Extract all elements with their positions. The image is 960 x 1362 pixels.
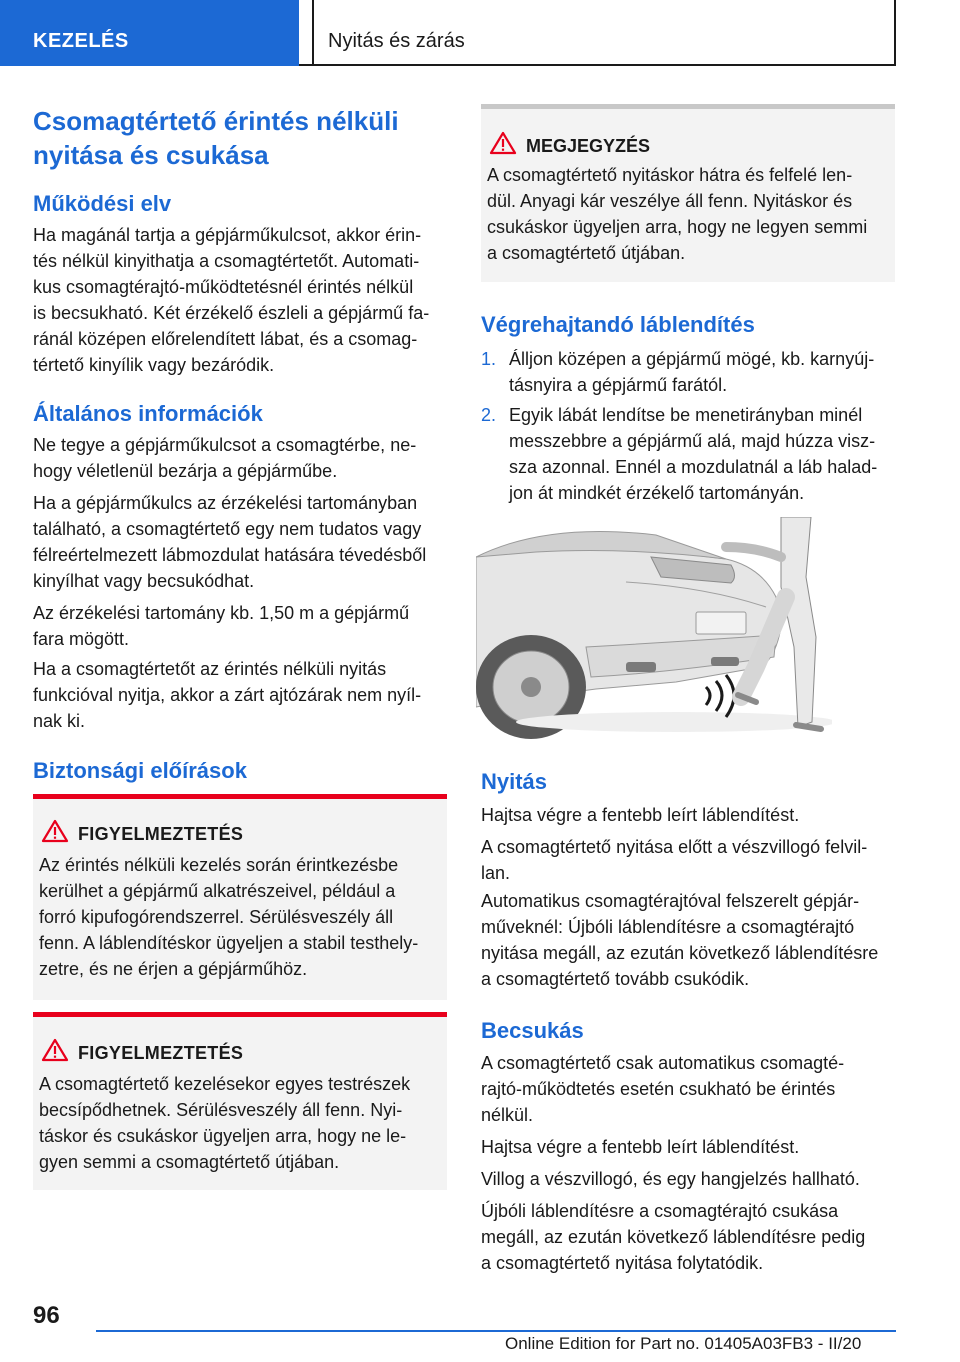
header-divider-right (894, 0, 896, 66)
warning-triangle-icon (489, 131, 517, 155)
paragraph-open-3: Automatikus csomagtérajtóval felszerelt gépjár- műveknél: Újbóli láblendítésre a csomagtérajtó nyitása megáll, az ezután következő láblendítésre a csomagtértető tovább csukódik. (481, 891, 879, 989)
warning-title: FIGYELMEZTETÉS (78, 1043, 244, 1063)
warning-box-1 (33, 794, 447, 1000)
note-bar (481, 104, 895, 109)
warning-triangle-icon (41, 1038, 69, 1062)
page-number: 96 (33, 1302, 60, 1329)
paragraph-open-2: A csomagtértető nyitása előtt a vészvillogó felvil- lan. (481, 837, 868, 883)
step-number: 1. (481, 349, 497, 369)
paragraph-principle: Ha magánál tartja a gépjárműkulcsot, akkor érin- tés nélkül kinyithatja a csomagtértetőt. Automati- kus csomagtérajtó-működtetésnél érintés nélkül is becsukható. Két érzékelő észleli a gépjármű fa- ránál középen előrelendített lábat, és a csomag- tértető kinyílik vagy bezáródik. (33, 225, 430, 375)
step-text: Egyik lábát lendítse be menetirányban minél messzebbre a gépjármű alá, majd húzza visz- sza azonnal. Ennél a mozdulatnál a láb halad- jon át mindkét érzékelő tartományán. (509, 405, 878, 503)
paragraph-close-3: Villog a vészvillogó, és egy hangjelzés hallható. (481, 1169, 860, 1189)
paragraph-general-4: Ha a csomagtértetőt az érintés nélküli nyitás funkcióval nyitja, akkor a zárt ajtózárak nem nyíl- nak ki. (33, 659, 422, 731)
heading-kick: Végrehajtandó láblendítés (481, 312, 755, 337)
heading-open: Nyitás (481, 769, 548, 794)
paragraph-close-1: A csomagtértető csak automatikus csomagté- rajtó-működtetés esetén csukható be érintés nélkül. (481, 1053, 845, 1125)
header-rule (299, 64, 896, 66)
chapter-title: Nyitás és zárás (328, 30, 465, 52)
paragraph-general-2: Ha a gépjárműkulcs az érzékelési tartományban található, a csomagtértető egy nem tudatos vagy félreértelmezett lábmozdulat hatására tévedésből kinyílhat vagy becsukódhat. (33, 493, 427, 591)
kick-gesture-illustration (476, 517, 832, 739)
page-title: Csomagtértető érintés nélküli nyitása és csukása (33, 106, 399, 170)
warning-bar (33, 1012, 447, 1017)
paragraph-close-2: Hajtsa végre a fentebb leírt láblendítést. (481, 1137, 800, 1157)
step-text: Álljon középen a gépjármű mögé, kb. karnyúj- tásnyira a gépjármű farától. (509, 349, 875, 395)
warning-bar (33, 794, 447, 799)
heading-general: Általános információk (33, 401, 263, 426)
note-title: MEGJEGYZÉS (526, 136, 651, 156)
section-tab (0, 0, 299, 66)
paragraph-close-4: Újbóli láblendítésre a csomagtérajtó csukása megáll, az ezután következő láblendítésre pedig a csomagtértető nyitása folytatódik. (481, 1201, 866, 1273)
section-label: KEZELÉS (33, 30, 129, 52)
header-divider (312, 0, 314, 66)
note-text: A csomagtértető nyitáskor hátra és felfelé len- dül. Anyagi kár veszélye áll fenn. Nyitáskor és csukáskor ügyeljen arra, hogy ne legyen semmi a csomagtértető útjában. (487, 165, 868, 263)
paragraph-general-1: Ne tegye a gépjárműkulcsot a csomagtérbe, ne- hogy véletlenül bezárja a gépjárműbe. (33, 435, 417, 481)
note-box (481, 104, 895, 282)
edition-line: Online Edition for Part no. 01405A03FB3 - II/20 (505, 1334, 862, 1353)
warning-text: Az érintés nélküli kezelés során érintkezésbe kerülhet a gépjármű alkatrészeivel, például a forró kipufogórendszerrel. Sérülésveszély áll fenn. A láblendítéskor ügyeljen a stabil testhely- zetre, és ne érjen a gépjárműhöz. (39, 855, 419, 979)
paragraph-open-1: Hajtsa végre a fentebb leírt láblendítést. (481, 805, 800, 825)
heading-principle: Működési elv (33, 191, 172, 216)
warning-box-2 (33, 1012, 447, 1190)
warning-title: FIGYELMEZTETÉS (78, 824, 244, 844)
warning-triangle-icon (41, 819, 69, 843)
warning-text: A csomagtértető kezelésekor egyes testrészek becsípődhetnek. Sérülésveszély áll fenn. Nyi- táskor és csukáskor ügyeljen arra, hogy ne le- gyen semmi a csomagtértető útjában. (39, 1074, 411, 1172)
paragraph-general-3: Az érzékelési tartomány kb. 1,50 m a gépjármű fara mögött. (33, 603, 410, 649)
heading-safety: Biztonsági előírások (33, 758, 247, 783)
footer-rule (96, 1330, 896, 1332)
heading-close: Becsukás (481, 1018, 584, 1043)
step-number: 2. (481, 405, 497, 425)
